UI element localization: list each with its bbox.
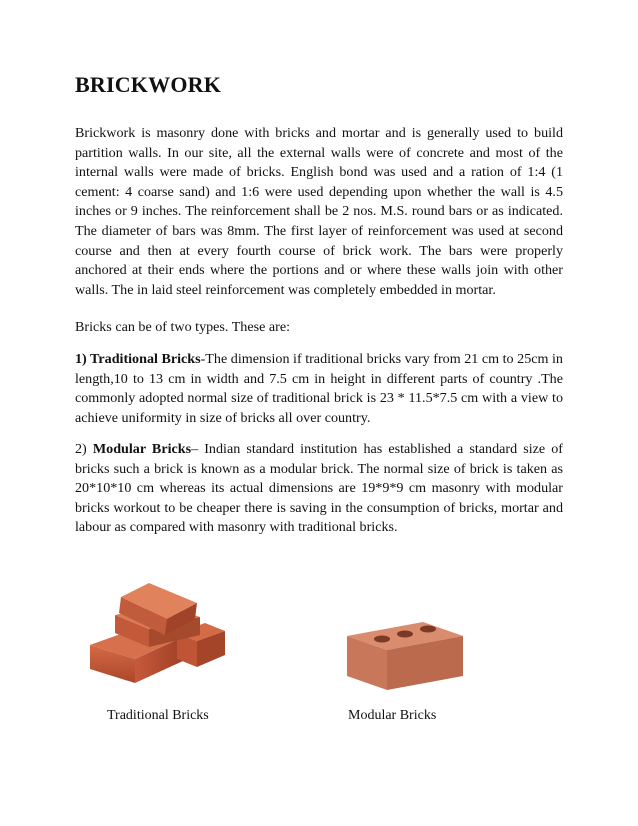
traditional-bricks-caption: Traditional Bricks	[107, 708, 209, 723]
traditional-bricks-image	[85, 575, 240, 690]
modular-bricks-text: – Indian standard institution has established a standard size of bricks such a brick is known as a modular brick. The normal size of brick is taken as 20*10*10 cm whereas its actual dimensions are 19*9*9 cm masonry with modular bricks workout to be cheaper there is saving in the consumption of bricks, mortar and labour as compared with masonry with traditional bricks.	[75, 441, 563, 536]
traditional-bricks-heading: 1) Traditional Bricks	[75, 351, 201, 367]
page-title: BRICKWORK	[75, 72, 222, 97]
modular-bricks-number: 2)	[75, 441, 93, 457]
modular-bricks-heading: Modular Bricks	[92, 441, 192, 457]
modular-bricks-paragraph	[75, 440, 563, 538]
modular-bricks-caption: Modular Bricks	[348, 708, 437, 723]
intro-paragraph: Brickwork is masonry done with bricks and mortar and is generally used to build partition walls. In our site, all the external walls were of concrete and most of the internal walls were made of bricks. English bond was used and a ration of 1:4 (1 cement: 4 coarse sand) and 1:6 were used depending upon whether the wall is 4.5 inches or 9 inches. The reinforcement shall be 2 nos. M.S. round bars or as indicated. The diameter of bars was 8mm. The first layer of reinforcement was used at second course and then at every fourth course of brick work. The bars were properly anchored at their ends where the portions and or where these walls join with other walls. The in laid steel reinforcement was completely embedded in mortar.	[75, 125, 563, 298]
types-intro-paragraph: Bricks can be of two types. These are:	[75, 319, 290, 335]
modular-brick-image	[337, 614, 467, 694]
traditional-bricks-text: -The dimension if traditional bricks vary from 21 cm to 25cm in length,10 to 13 cm in width and 7.5 cm in height in different parts of country .The commonly adopted normal size of traditional brick is 23 * 11.5*7.5 cm with a view to achieve uniformity in size of bricks all over country.	[75, 351, 563, 426]
traditional-bricks-paragraph	[75, 350, 563, 428]
